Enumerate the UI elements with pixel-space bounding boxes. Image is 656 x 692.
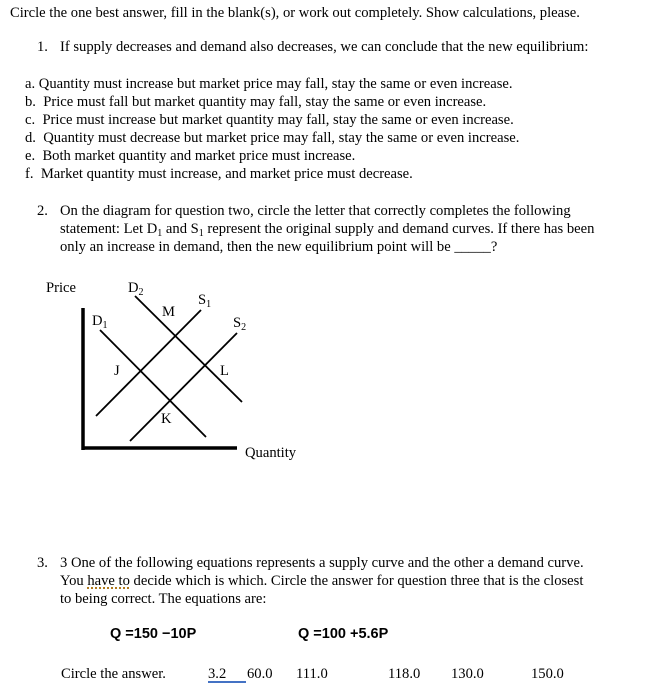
option-letter: b. — [25, 94, 36, 110]
question-3-line-3: to being correct. The equations are: — [60, 591, 267, 607]
grammar-flagged-text[interactable]: have to — [87, 573, 130, 589]
option-text: Price must increase but market quantity may fall, stay the same or even increase. — [42, 112, 514, 128]
answer-choice-4[interactable]: 118.0 — [388, 666, 421, 682]
label-s2: $S_2$ — [233, 315, 247, 333]
question-2-number: 2. — [37, 203, 48, 219]
answer-value: 3.2 — [208, 667, 246, 683]
question-3-number: 3. — [37, 555, 48, 571]
supply-curve-s1[interactable] — [96, 310, 201, 416]
option-text: Quantity must increase but market price may fall, stay the same or even increase. — [38, 76, 513, 92]
option-text: Price must fall but market quantity may fall, stay the same or even increase. — [43, 94, 487, 110]
subscript: 1 — [198, 228, 204, 239]
answer-choice-1[interactable] — [208, 665, 246, 683]
point-l[interactable]: L — [220, 363, 229, 379]
demand-curve-d2[interactable] — [135, 296, 242, 402]
answer-choice-6[interactable]: 150.0 — [531, 666, 564, 682]
option-text: Quantity must decrease but market price may fall, stay the same or even increase. — [43, 130, 520, 146]
point-m[interactable]: M — [162, 304, 175, 320]
answer-choice-2[interactable]: 60.0 — [247, 666, 273, 682]
instructions: Circle the one best answer, fill in the blank(s), or work out completely. Show calculations, please. — [10, 5, 580, 21]
option-text: Market quantity must increase, and market price must decrease. — [40, 166, 413, 182]
point-j[interactable]: J — [114, 363, 120, 379]
point-k[interactable]: K — [161, 411, 172, 427]
text-segment: decide which is which. Circle the answer for question three that is the closest — [129, 573, 584, 589]
option-letter: f. — [25, 166, 34, 182]
question-2-line-3: only an increase in demand, then the new equilibrium point will be _____? — [60, 239, 498, 255]
question-3-line-1: 3 One of the following equations represents a supply curve and the other a demand curve. — [60, 555, 584, 571]
answer-choice-3[interactable]: 111.0 — [296, 666, 328, 682]
option-letter: d. — [25, 130, 36, 146]
text-segment: and S — [162, 221, 199, 237]
text-segment: statement: Let D — [60, 221, 158, 237]
option-text: Both market quantity and market price must increase. — [42, 148, 356, 164]
supply-curve-s2[interactable] — [130, 333, 237, 441]
y-axis-label: Price — [46, 280, 76, 296]
answer-prompt: Circle the answer. — [61, 666, 166, 682]
question-3-line-2 — [60, 572, 583, 590]
text-segment: represent the original supply and demand curves. If there has been — [203, 221, 595, 237]
option-letter: c. — [25, 112, 36, 128]
question-2-line-1: On the diagram for question two, circle the letter that correctly completes the following — [60, 203, 571, 219]
equation-supply: Q =100 +5.6P — [298, 626, 389, 642]
option-letter: a. — [25, 76, 36, 92]
question-1-number: 1. — [37, 39, 48, 55]
x-axis-label: Quantity — [245, 445, 297, 461]
label-s1: $S_1$ — [198, 292, 212, 310]
subscript: 1 — [157, 228, 163, 239]
text-segment: You — [60, 573, 88, 589]
question-1-text: If supply decreases and demand also decreases, we can conclude that the new equilibrium: — [60, 39, 589, 55]
option-letter: e. — [25, 148, 36, 164]
answer-choice-5[interactable]: 130.0 — [451, 666, 484, 682]
label-d2: $D_2$ — [128, 280, 144, 298]
demand-curve-d1[interactable] — [100, 330, 206, 437]
label-d1: $D_1$ — [92, 313, 108, 331]
equation-demand: Q =150 −10P — [110, 626, 197, 642]
